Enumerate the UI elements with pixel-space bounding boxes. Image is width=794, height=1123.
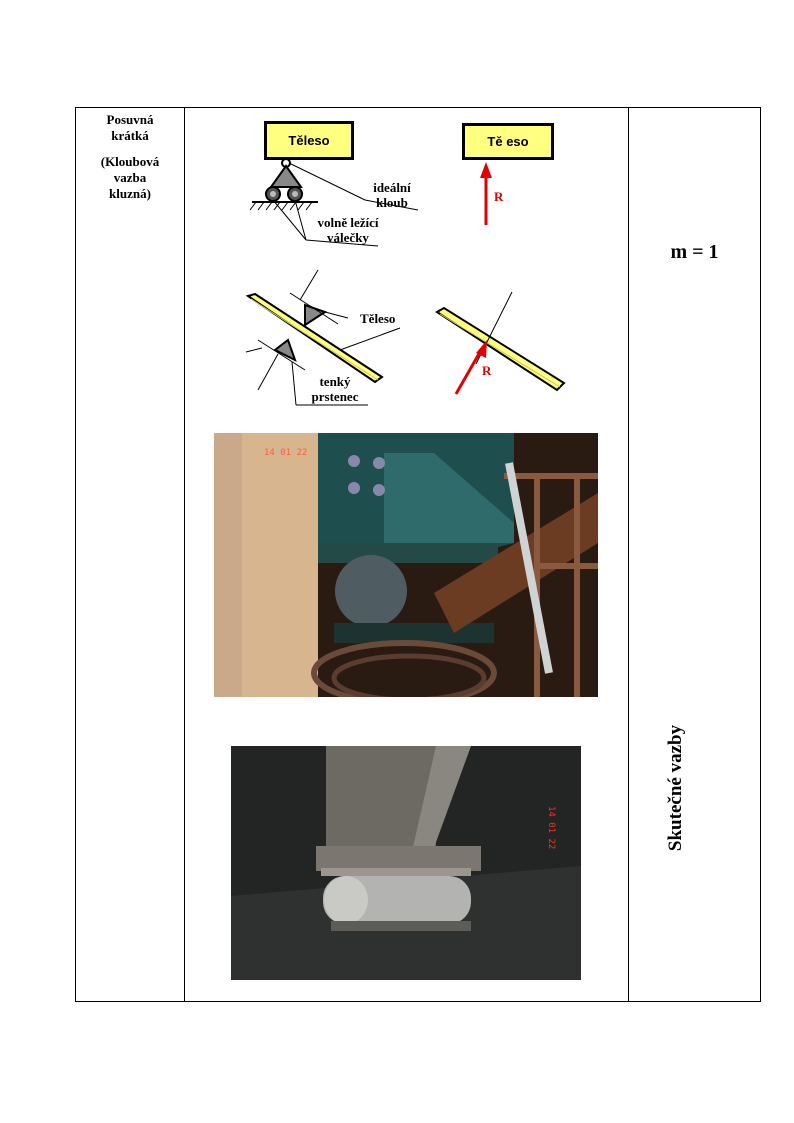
ring-label-line: prstenec — [311, 389, 359, 404]
inclined-bar-right — [437, 292, 564, 390]
reaction-label: R — [494, 189, 504, 204]
photo-roller-support-2 — [231, 746, 581, 980]
photo-roller-support-1 — [214, 433, 598, 697]
hinge-label-line: kloub — [376, 195, 408, 210]
body-box-reaction: Tě eso — [462, 123, 554, 160]
constraint-note-line: vazba — [113, 170, 147, 185]
real-constraints-label: Skutečné vazby — [665, 724, 686, 852]
hinge-label-line: ideální — [373, 180, 411, 195]
rollers-label-line: válečky — [327, 230, 369, 245]
ring-label — [300, 374, 370, 404]
body-box: Těleso — [264, 121, 354, 160]
reaction-label: R — [482, 363, 492, 378]
constraint-name-line: krátká — [111, 128, 149, 143]
constraint-note-line: (Kloubová — [100, 154, 160, 169]
inclined-bar-left — [248, 294, 382, 382]
constraint-note-line: kluzná) — [109, 186, 151, 201]
date-stamp: 14 01 22 — [546, 806, 556, 850]
body-label: Těleso — [360, 311, 396, 326]
date-stamp: 14 01 22 — [264, 448, 308, 458]
ring-label-line: tenký — [319, 374, 351, 389]
rollers-label-line: volně ležící — [317, 215, 379, 230]
constraint-name-line: Posuvná — [106, 112, 154, 127]
degrees-of-freedom-label: m = 1 — [670, 241, 719, 263]
